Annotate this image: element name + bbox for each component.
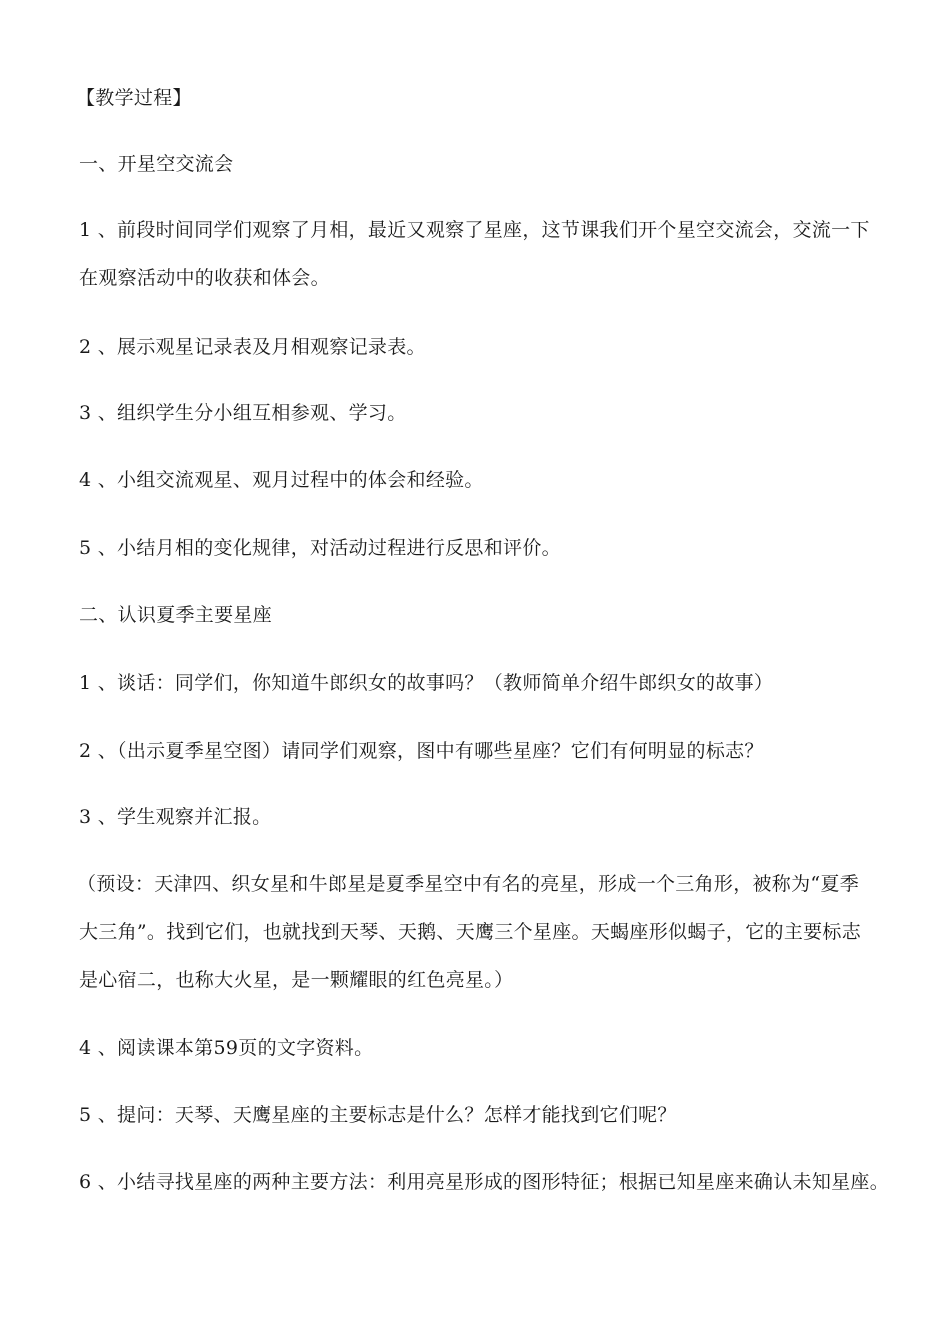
section-2-item-3: 3 、学生观察并汇报。 bbox=[79, 806, 272, 828]
section-2-note-line-2: 大三角”。找到它们，也就找到天琴、天鹅、天鹰三个星座。天蝎座形似蝎子，它的主要标志 bbox=[79, 921, 862, 943]
section-2-item-2: 2 、（出示夏季星空图）请同学们观察，图中有哪些星座？它们有何明显的标志？ bbox=[79, 740, 764, 762]
section-1-item-3: 3 、组织学生分小组互相参观、学习。 bbox=[79, 402, 407, 424]
heading: 【教学过程】 bbox=[76, 87, 192, 109]
section-2-item-4: 4 、阅读课本第59页的文字资料。 bbox=[79, 1037, 374, 1059]
section-1-item-4: 4 、小组交流观星、观月过程中的体会和经验。 bbox=[79, 469, 484, 491]
section-2-item-1: 1 、谈话：同学们，你知道牛郎织女的故事吗？（教师简单介绍牛郎织女的故事） bbox=[79, 672, 774, 694]
section-2-note-line-1: （预设：天津四、织女星和牛郎星是夏季星空中有名的亮星，形成一个三角形，被称为“夏季 bbox=[77, 873, 860, 895]
section-2-item-6: 6 、小结寻找星座的两种主要方法：利用亮星形成的图形特征；根据已知星座来确认未知星座。 bbox=[79, 1171, 890, 1193]
section-1-item-5: 5 、小结月相的变化规律，对活动过程进行反思和评价。 bbox=[79, 537, 561, 559]
section-1-item-1: 1 、前段时间同学们观察了月相，最近又观察了星座，这节课我们开个星空交流会，交流一下 bbox=[79, 219, 870, 241]
section-1-item-2: 2 、展示观星记录表及月相观察记录表。 bbox=[79, 336, 426, 358]
section-2-note-line-3: 是心宿二，也称大火星，是一颗耀眼的红色亮星。） bbox=[79, 969, 514, 991]
section-2-item-5: 5 、提问：天琴、天鹰星座的主要标志是什么？怎样才能找到它们呢？ bbox=[79, 1104, 677, 1126]
section-1-title: 一、开星空交流会 bbox=[79, 153, 234, 175]
section-1-item-1-continued: 在观察活动中的收获和体会。 bbox=[79, 267, 330, 289]
section-2-title: 二、认识夏季主要星座 bbox=[79, 604, 273, 626]
